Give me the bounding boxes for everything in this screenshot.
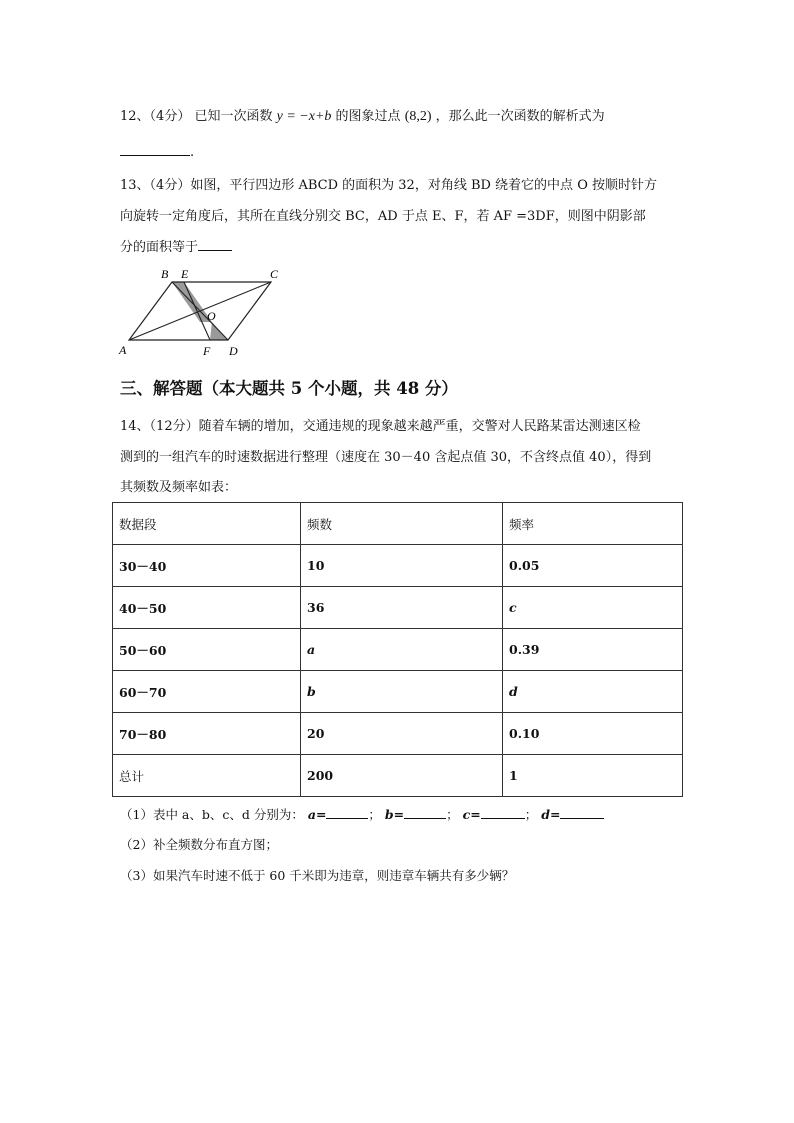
table-cell: 36 xyxy=(301,587,503,629)
q13-line3 xyxy=(120,239,232,257)
q12-answer-blank[interactable] xyxy=(120,155,190,156)
q13-text1: 如图，平行四边形 ABCD 的面积为 32，对角线 BD 绕着它的中点 O 按顺时针方 xyxy=(190,178,657,193)
table-cell: 10 xyxy=(301,545,503,587)
q12-formula: y = −x+b xyxy=(276,109,332,124)
q12-text-after: ，那么此一次函数的解析式为 xyxy=(435,109,605,124)
table-cell: c xyxy=(503,587,683,629)
q14-sub1-sep: ； xyxy=(524,807,538,822)
q14-line1 xyxy=(120,418,641,436)
q14-sub1 xyxy=(120,806,604,824)
q12-period: . xyxy=(190,145,195,160)
table-row xyxy=(113,587,683,629)
label-a: A xyxy=(119,343,127,357)
parallelogram-figure xyxy=(118,262,293,362)
q14-text3: 其频数及频率如表： xyxy=(120,480,238,495)
q13-text2: 向旋转一定角度后，其所在直线分别交 BC，AD 于点 E、F，若 AF =3DF，则图中阴影部 xyxy=(120,209,646,224)
q14-line3 xyxy=(120,479,237,497)
table-row xyxy=(113,629,683,671)
q13-text3: 分的面积等于 xyxy=(120,240,199,255)
table-header-cell: 频数 xyxy=(301,503,503,545)
q14-sub1-sep: ； xyxy=(446,807,459,822)
label-c: C xyxy=(270,267,279,281)
table-cell: 50－60 xyxy=(113,629,301,671)
table-row xyxy=(113,671,683,713)
q14-sub1-sep: ； xyxy=(368,807,381,822)
table-cell: 60－70 xyxy=(113,671,301,713)
q13-line1 xyxy=(120,177,657,195)
table-cell: 20 xyxy=(301,713,503,755)
label-b: B xyxy=(161,267,169,281)
table-cell: 0.39 xyxy=(503,629,683,671)
q14-text2: 测到的一组汽车的时速数据进行整理（速度在 30－40 含起点值 30，不含终点值 40），得到 xyxy=(120,450,652,465)
q12-text-before: 已知一次函数 xyxy=(194,109,273,124)
q14-text1: 随着车辆的增加，交通违规的现象越来越严重，交警对人民路某雷达测速区检 xyxy=(198,419,641,434)
q12-text-middle: 的图象过点 xyxy=(335,109,401,124)
diagonal-bd xyxy=(172,282,228,340)
table-cell: 30－40 xyxy=(113,545,301,587)
answer-b-blank[interactable] xyxy=(404,818,446,819)
table-header-cell: 频率 xyxy=(503,503,683,545)
q13-number: 13、（4分） xyxy=(120,178,191,193)
section-title: 三、解答题（本大题共 5 个小题，共 48 分） xyxy=(120,379,458,398)
q14-sub1-c-label: c= xyxy=(462,807,481,822)
table-cell: d xyxy=(503,671,683,713)
label-d: D xyxy=(229,344,238,358)
table-cell: 总计 xyxy=(113,755,301,797)
table-cell: 200 xyxy=(301,755,503,797)
q12-line xyxy=(120,108,605,126)
answer-a-blank[interactable] xyxy=(326,818,368,819)
table-header-row xyxy=(113,503,683,545)
table-row xyxy=(113,755,683,797)
table-row xyxy=(113,545,683,587)
label-o: O xyxy=(207,309,216,323)
table-cell: 0.10 xyxy=(503,713,683,755)
table-cell: 40－50 xyxy=(113,587,301,629)
label-e: E xyxy=(181,267,189,281)
q12-number: 12、（4分） xyxy=(120,109,191,124)
q14-sub1-d-label: d= xyxy=(541,807,561,822)
table-cell: b xyxy=(301,671,503,713)
table-row xyxy=(113,713,683,755)
answer-d-blank[interactable] xyxy=(560,818,604,819)
q14-sub1-prefix: （1）表中 a、b、c、d 分别为： xyxy=(120,807,304,822)
label-f: F xyxy=(203,344,211,358)
q14-sub2: （2）补全频数分布直方图； xyxy=(120,837,278,852)
q12-answer-line xyxy=(120,144,194,162)
q14-line2 xyxy=(120,449,651,467)
q14-sub1-a-label: a= xyxy=(307,807,327,822)
q13-line2 xyxy=(120,208,646,226)
q14-sub3: （3）如果汽车时速不低于 60 千米即为违章，则违章车辆共有多少辆？ xyxy=(120,868,515,883)
table-cell: 70－80 xyxy=(113,713,301,755)
table-cell: 0.05 xyxy=(503,545,683,587)
table-cell: a xyxy=(301,629,503,671)
q13-answer-blank[interactable] xyxy=(198,250,232,251)
q14-number: 14、（12分） xyxy=(120,419,199,434)
q12-point: (8,2) xyxy=(404,109,432,124)
answer-c-blank[interactable] xyxy=(481,818,525,819)
table-cell: 1 xyxy=(503,755,683,797)
table-header-cell: 数据段 xyxy=(113,503,301,545)
frequency-table xyxy=(112,502,683,797)
q14-sub1-b-label: b= xyxy=(384,807,405,822)
